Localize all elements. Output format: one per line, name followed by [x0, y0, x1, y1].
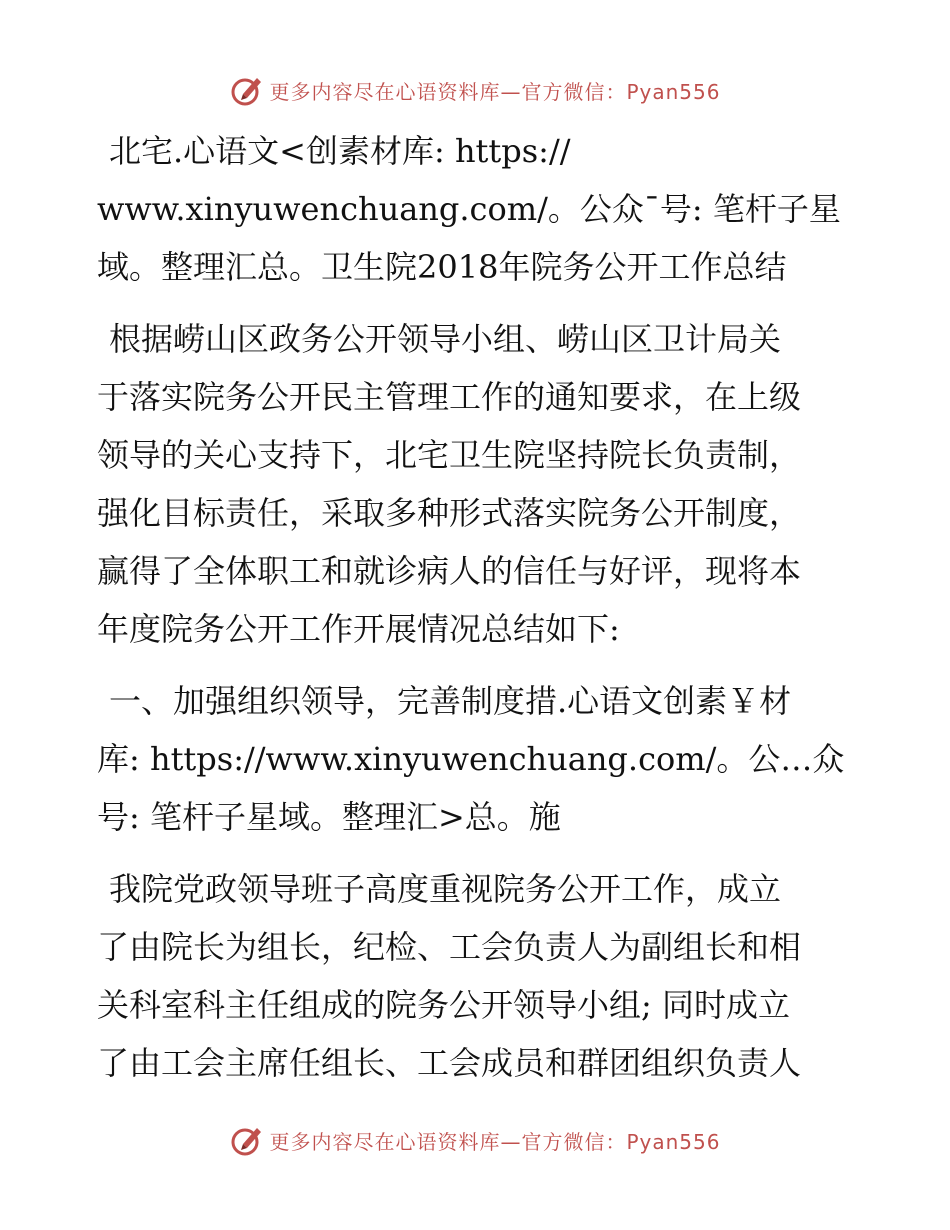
footer-banner: [0, 1120, 950, 1160]
document-body: [97, 122, 857, 1092]
paragraph-title: 北宅.心语文<创素材库: https:// www.xinyuwenchuang.com/。公众¯号: 笔杆子星 域。整理汇总。卫生院2018年院务公开工作总结: [97, 132, 841, 286]
header-banner: [0, 70, 950, 110]
fountain-pen-logo-icon: [229, 1122, 265, 1158]
banner-text: 更多内容尽在心语资料库—官方微信：Pyan556: [269, 1129, 721, 1154]
banner-text: 更多内容尽在心语资料库—官方微信：Pyan556: [269, 79, 721, 104]
paragraph-body: 我院党政领导班子高度重视院务公开工作，成立 了由院长为组长，纪检、工会负责人为副组长和相 关科室科主任组成的院务公开领导小组; 同时成立 了由工会主席任组长、工会成员和群团组织负责人: [97, 870, 802, 1082]
section-heading: 一、加强组织领导，完善制度措.心语文创素￥材 库: https://www.xinyuwenchuang.com/。公…众 号: 笔杆子星域。整理汇>总。施: [97, 682, 845, 836]
paragraph-intro: 根据崂山区政务公开领导小组、崂山区卫计局关 于落实院务公开民主管理工作的通知要求，在上级 领导的关心支持下，北宅卫生院坚持院长负责制， 强化目标责任，采取多种形式落实院务公开制度， 赢得了全体职工和就诊病人的信任与好评，现将本 年度院务公开工作开展情况总结如下:: [97, 320, 802, 648]
fountain-pen-logo-icon: [229, 72, 265, 108]
